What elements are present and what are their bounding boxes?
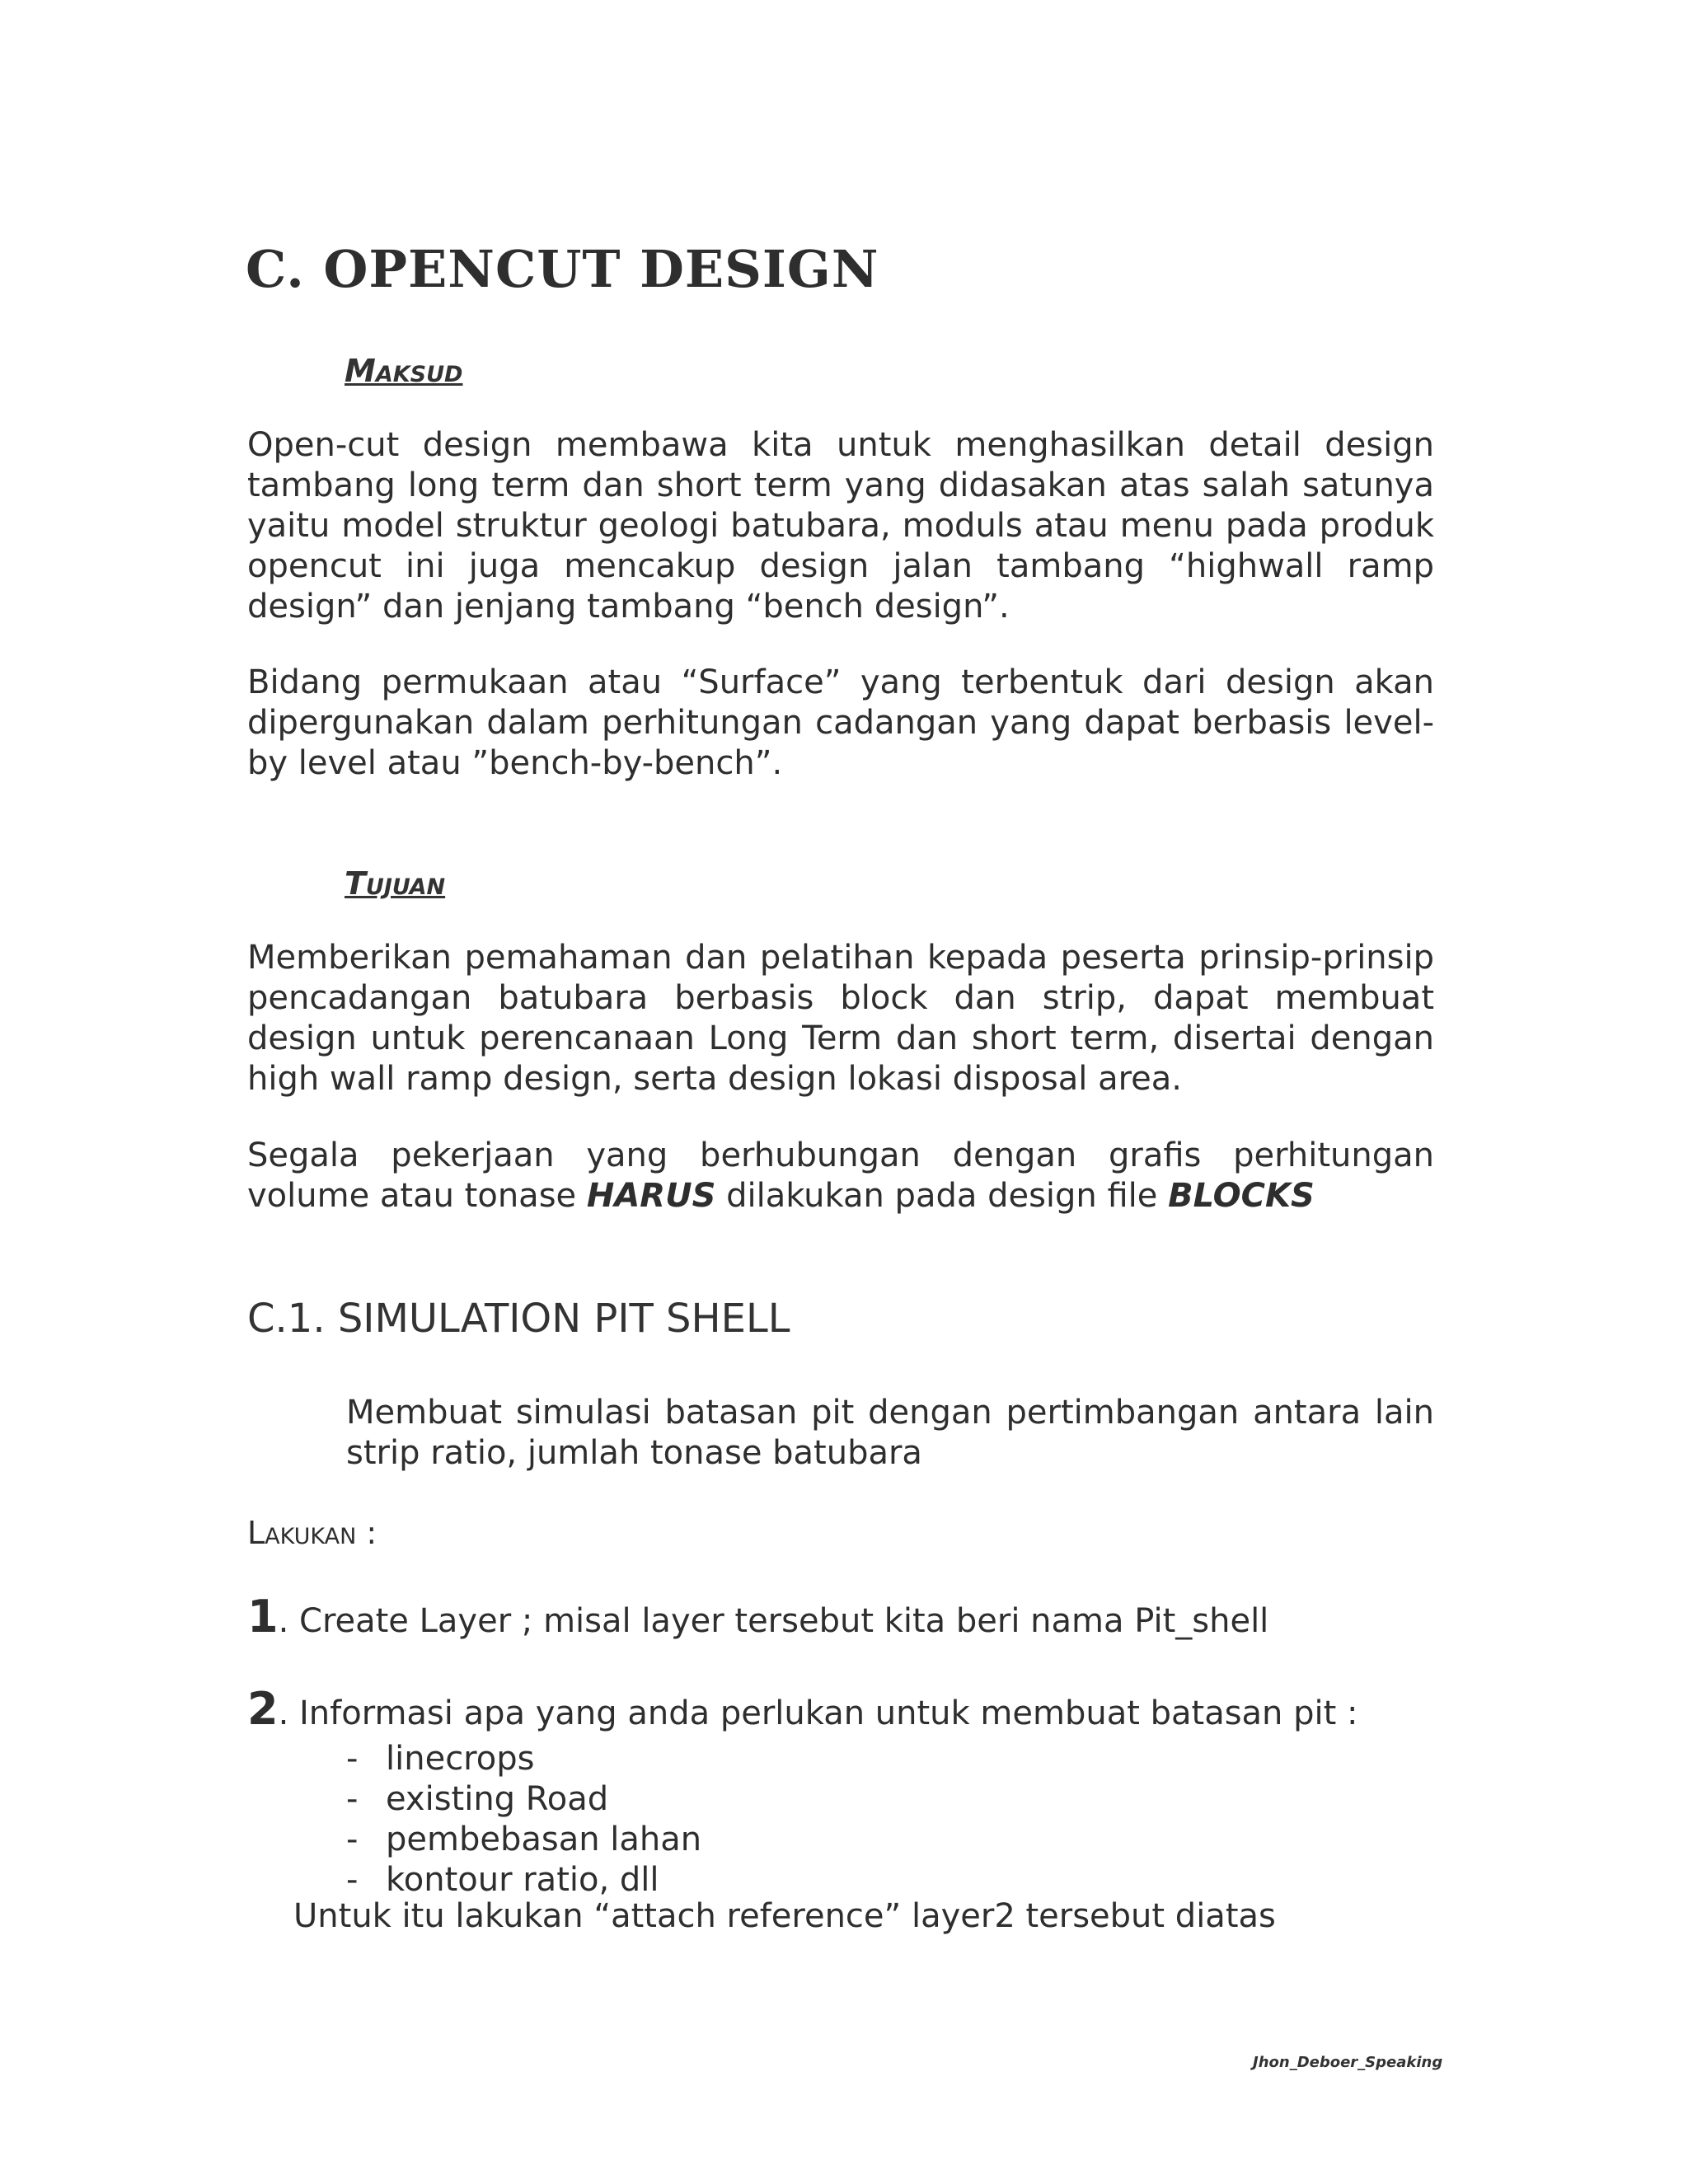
tujuan-heading: Tujuan: [345, 865, 446, 902]
dash-bullet: -: [346, 1821, 359, 1858]
emphasis-harus: HARUS: [586, 1177, 716, 1215]
tujuan-paragraph-1: Memberikan pemahaman dan pelatihan kepada peserta prinsip-prinsip pencadangan batubara berbasis block dan strip, dapat membuat design untuk perencanaan Long Term dan short term, disertai dengan high wall ramp design, serta design lokasi disposal area.: [247, 939, 1434, 1098]
page-footer: Jhon_Deboer_Speaking: [1253, 2054, 1443, 2071]
list-item: [346, 1860, 701, 1900]
list-item: [346, 1779, 701, 1820]
list-item-text: kontour ratio, dll: [386, 1861, 659, 1899]
step-text: . Informasi apa yang anda perlukan untuk membuat batasan pit :: [278, 1694, 1358, 1732]
list-item-text: existing Road: [386, 1780, 609, 1818]
tujuan-paragraph-2-text-b: dilakukan pada design file: [715, 1177, 1169, 1215]
c1-intro: Membuat simulasi batasan pit dengan pertimbangan antara lain strip ratio, jumlah tonase batubara: [346, 1394, 1434, 1472]
page-title: C. OPENCUT DESIGN: [246, 239, 879, 299]
step-number: 1: [247, 1591, 279, 1643]
maksud-paragraph-1: Open-cut design membawa kita untuk menghasilkan detail design tambang long term dan short term yang didasakan atas salah satunya yaitu model struktur geologi batubara, moduls atau menu pada produk opencut ini juga mencakup design jalan tambang “highwall ramp design” dan jenjang tambang “bench design”.: [247, 426, 1434, 626]
list-item: [346, 1820, 701, 1860]
maksud-paragraph-2: Bidang permukaan atau “Surface” yang terbentuk dari design akan dipergunakan dalam perhitungan cadangan yang dapat berbasis level-by level atau ”bench-by-bench”.: [247, 663, 1434, 782]
requirements-list: [346, 1739, 701, 1900]
lakukan-label: Lakukan :: [247, 1515, 377, 1551]
step-text: . Create Layer ; misal layer tersebut kita beri nama Pit_shell: [278, 1602, 1269, 1640]
step-number: 2: [247, 1683, 279, 1735]
tujuan-paragraph-2-text-a: Segala pekerjaan yang berhubungan dengan grafis perhitungan volume atau tonase: [247, 1137, 1434, 1215]
dash-bullet: -: [346, 1740, 359, 1778]
list-item-text: pembebasan lahan: [386, 1821, 702, 1858]
tujuan-paragraph-2: [247, 1136, 1434, 1216]
maksud-heading: Maksud: [345, 353, 463, 389]
section-heading-c1: C.1. SIMULATION PIT SHELL: [247, 1296, 790, 1342]
attach-reference-note: Untuk itu lakukan “attach reference” layer2 tersebut diatas: [293, 1897, 1276, 1935]
step-1: [247, 1591, 1268, 1643]
emphasis-blocks: BLOCKS: [1168, 1177, 1315, 1215]
list-item-text: linecrops: [386, 1740, 535, 1778]
step-2: [247, 1683, 1358, 1735]
dash-bullet: -: [346, 1861, 359, 1899]
list-item: [346, 1739, 701, 1779]
dash-bullet: -: [346, 1780, 359, 1818]
